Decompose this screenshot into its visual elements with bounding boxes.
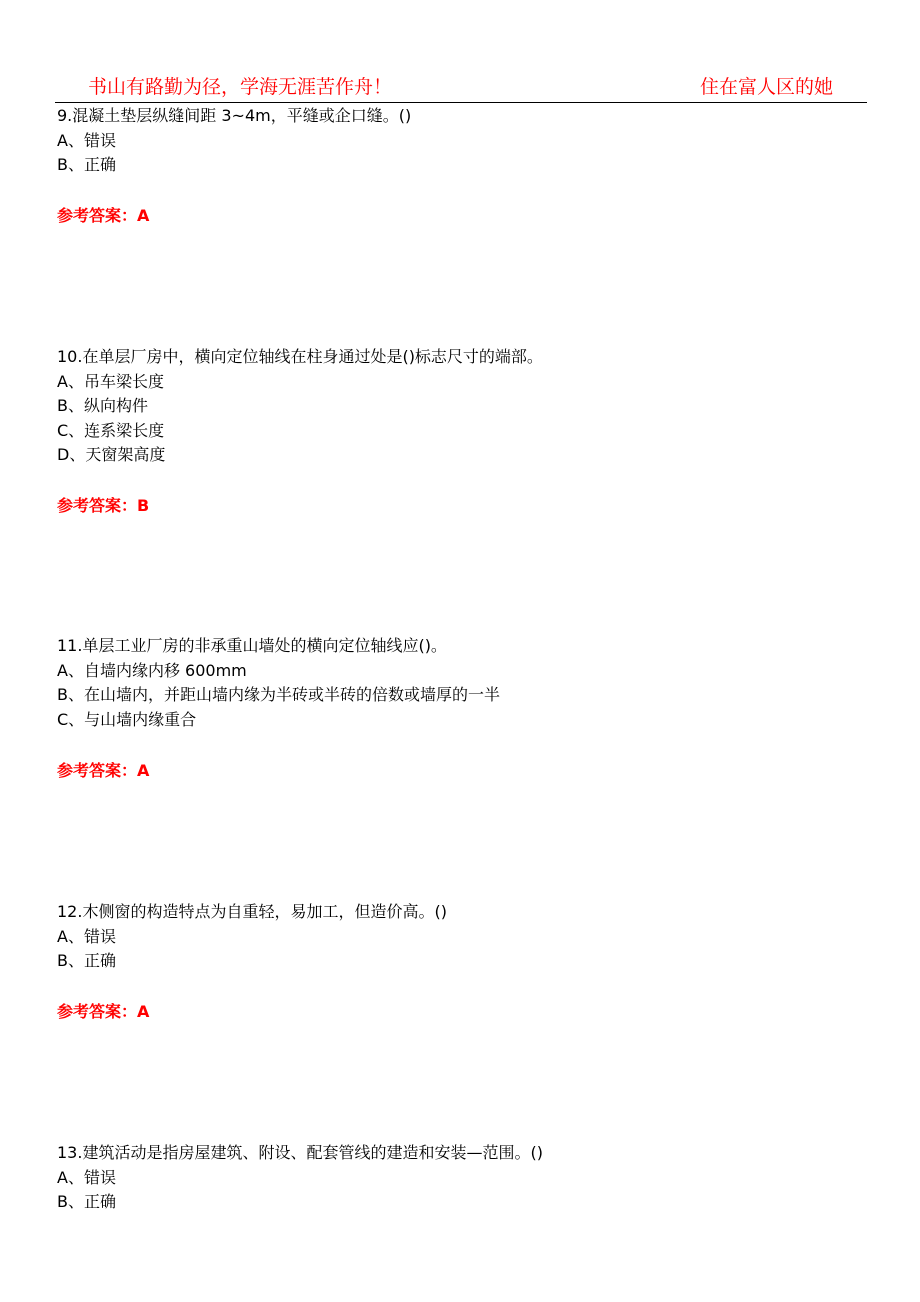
question-text: 13.建筑活动是指房屋建筑、附设、配套管线的建造和安装—范围。() (57, 1143, 543, 1162)
answer-10: 参考答案：B (57, 496, 150, 515)
header-motto: 书山有路勤为径，学海无涯苦作舟！ (88, 76, 393, 98)
answer-11: 参考答案：A (57, 761, 150, 780)
option-a: A、错误 (57, 1167, 116, 1187)
question-11 (57, 634, 857, 732)
question-10 (57, 345, 857, 468)
question-text: 10.在单层厂房中，横向定位轴线在柱身通过处是()标志尺寸的端部。 (57, 347, 543, 366)
option-b: B、正确 (57, 1192, 116, 1211)
option-a: A、错误 (57, 130, 116, 150)
option-a: A、错误 (57, 926, 116, 946)
question-text: 12.木侧窗的构造特点为自重轻，易加工，但造价高。() (57, 902, 447, 921)
answer-12: 参考答案：A (57, 1002, 150, 1021)
option-b: B、在山墙内，并距山墙内缘为半砖或半砖的倍数或墙厚的一半 (57, 685, 500, 704)
question-13 (57, 1141, 857, 1215)
question-12 (57, 900, 857, 974)
option-c: C、与山墙内缘重合 (57, 709, 197, 729)
option-d: D、天窗架高度 (57, 445, 166, 464)
option-b: B、正确 (57, 951, 116, 970)
option-a: A、自墙内缘内移 600mm (57, 660, 247, 680)
option-b: B、正确 (57, 155, 116, 174)
option-b: B、纵向构件 (57, 396, 148, 415)
header-author: 住在富人区的她 (699, 76, 833, 98)
page-header (55, 70, 867, 103)
option-a: A、吊车梁长度 (57, 371, 164, 391)
option-c: C、连系梁长度 (57, 420, 165, 440)
answer-9: 参考答案：A (57, 206, 150, 225)
question-text: 9.混凝土垫层纵缝间距 3~4m，平缝或企口缝。() (57, 106, 412, 125)
question-text: 11.单层工业厂房的非承重山墙处的横向定位轴线应()。 (57, 636, 447, 655)
question-9 (57, 104, 857, 178)
